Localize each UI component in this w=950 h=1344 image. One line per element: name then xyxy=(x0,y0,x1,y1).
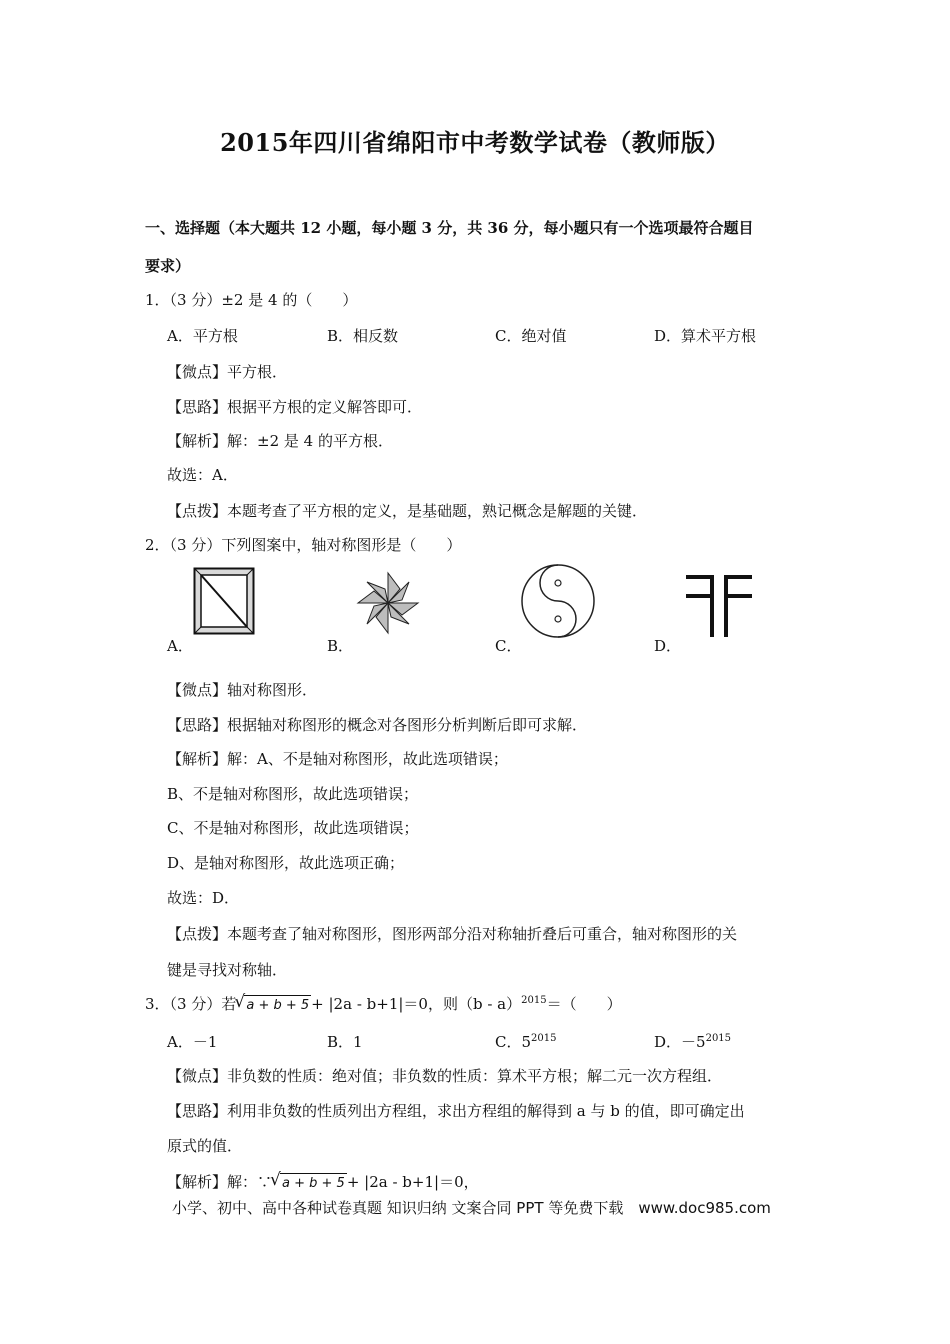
q3-power: 2015 xyxy=(521,995,547,1006)
q2-label-a: A． xyxy=(167,637,193,655)
section-heading: 一、选择题（本大题共 12 小题，每小题 3 分，共 36 分，每小题只有一个选项最符合题目 xyxy=(145,219,754,237)
q2-line-b: B、不是轴对称图形，故此选项错误； xyxy=(167,785,419,803)
q3-stem-end: ＝（ ） xyxy=(546,995,622,1013)
q1-analysis: 【解析】解：±2 是 4 的平方根． xyxy=(167,432,393,450)
q2-label-c: C． xyxy=(495,637,522,655)
q1-comment: 【点拨】本题考查了平方根的定义，是基础题，熟记概念是解题的关键． xyxy=(167,502,648,520)
q3-stem xyxy=(145,994,622,1016)
q3-option-a: A．－1 xyxy=(167,1033,218,1051)
sqrt-radical-icon: √ xyxy=(234,992,246,1012)
q1-option-a: A．平方根 xyxy=(167,327,238,345)
q3-option-d-exp: 2015 xyxy=(705,1033,732,1044)
page-footer: 小学、初中、高中各种试卷真题 知识归纳 文案合同 PPT 等免费下载 www.doc985.com xyxy=(172,1199,771,1217)
q1-answer: 故选：A． xyxy=(167,466,238,484)
q3-option-c xyxy=(495,1032,556,1052)
q1-option-b: B．相反数 xyxy=(327,327,399,345)
page-title: 2015年四川省绵阳市中考数学试卷（教师版） xyxy=(220,128,730,157)
q1-stem: 1．（3 分）±2 是 4 的（ ） xyxy=(145,291,358,309)
figure-d-symmetric-glyph xyxy=(683,572,755,638)
q3-point: 【微点】非负数的性质：绝对值；非负数的性质：算术平方根；解二元一次方程组． xyxy=(167,1067,723,1085)
q1-idea: 【思路】根据平方根的定义解答即可． xyxy=(167,398,423,416)
q3-option-b: B．1 xyxy=(327,1033,363,1051)
figure-c-yin-yang xyxy=(519,562,597,640)
q3-option-d xyxy=(654,1032,731,1052)
q3-option-c-exp: 2015 xyxy=(531,1033,557,1044)
q2-point: 【微点】轴对称图形． xyxy=(167,681,318,699)
q3-radicand: a + b + 5 xyxy=(244,995,311,1016)
q3-analysis-post: + |2a - b+1|＝0， xyxy=(346,1173,479,1191)
q3-analysis-sqrt xyxy=(270,1170,347,1194)
q3-analysis-pre: 【解析】解：∵ xyxy=(167,1173,273,1191)
q3-sqrt xyxy=(234,992,311,1016)
q1-option-d: D．算术平方根 xyxy=(654,327,757,345)
q2-stem: 2．（3 分）下列图案中，轴对称图形是（ ） xyxy=(145,536,462,554)
figure-a-square-diagonal xyxy=(193,567,255,635)
q3-idea-2: 原式的值． xyxy=(167,1137,243,1155)
q2-comment-1: 【点拨】本题考查了轴对称图形，图形两部分沿对称轴折叠后可重合，轴对称图形的关 xyxy=(167,925,738,943)
q2-comment-2: 键是寻找对称轴． xyxy=(167,961,288,979)
q3-option-d-base: D．－5 xyxy=(654,1033,706,1051)
section-heading-cont: 要求） xyxy=(145,257,191,275)
q1-point: 【微点】平方根． xyxy=(167,363,288,381)
q2-analysis: 【解析】解：A、不是轴对称图形，故此选项错误； xyxy=(167,750,508,768)
q2-answer: 故选：D． xyxy=(167,889,240,907)
q3-number: 3．（3 分）若 xyxy=(145,995,237,1013)
q2-line-c: C、不是轴对称图形，故此选项错误； xyxy=(167,819,419,837)
q2-label-d: D． xyxy=(654,637,682,655)
q3-analysis-radicand: a + b + 5 xyxy=(280,1173,347,1194)
q3-idea-1: 【思路】利用非负数的性质列出方程组，求出方程组的解得到 a 与 b 的值，即可确定出 xyxy=(167,1102,745,1120)
sqrt-radical-icon: √ xyxy=(270,1170,281,1190)
q3-option-c-base: C．5 xyxy=(495,1033,532,1051)
q2-idea: 【思路】根据轴对称图形的概念对各图形分析判断后即可求解． xyxy=(167,716,588,734)
q2-label-b: B． xyxy=(327,637,354,655)
q1-option-c: C．绝对值 xyxy=(495,327,567,345)
q2-line-d: D、是轴对称图形，故此选项正确； xyxy=(167,854,405,872)
q3-analysis xyxy=(167,1172,479,1194)
figure-b-pinwheel xyxy=(352,570,424,636)
q3-stem-rest: + |2a - b+1|＝0，则（b - a） xyxy=(311,995,522,1013)
